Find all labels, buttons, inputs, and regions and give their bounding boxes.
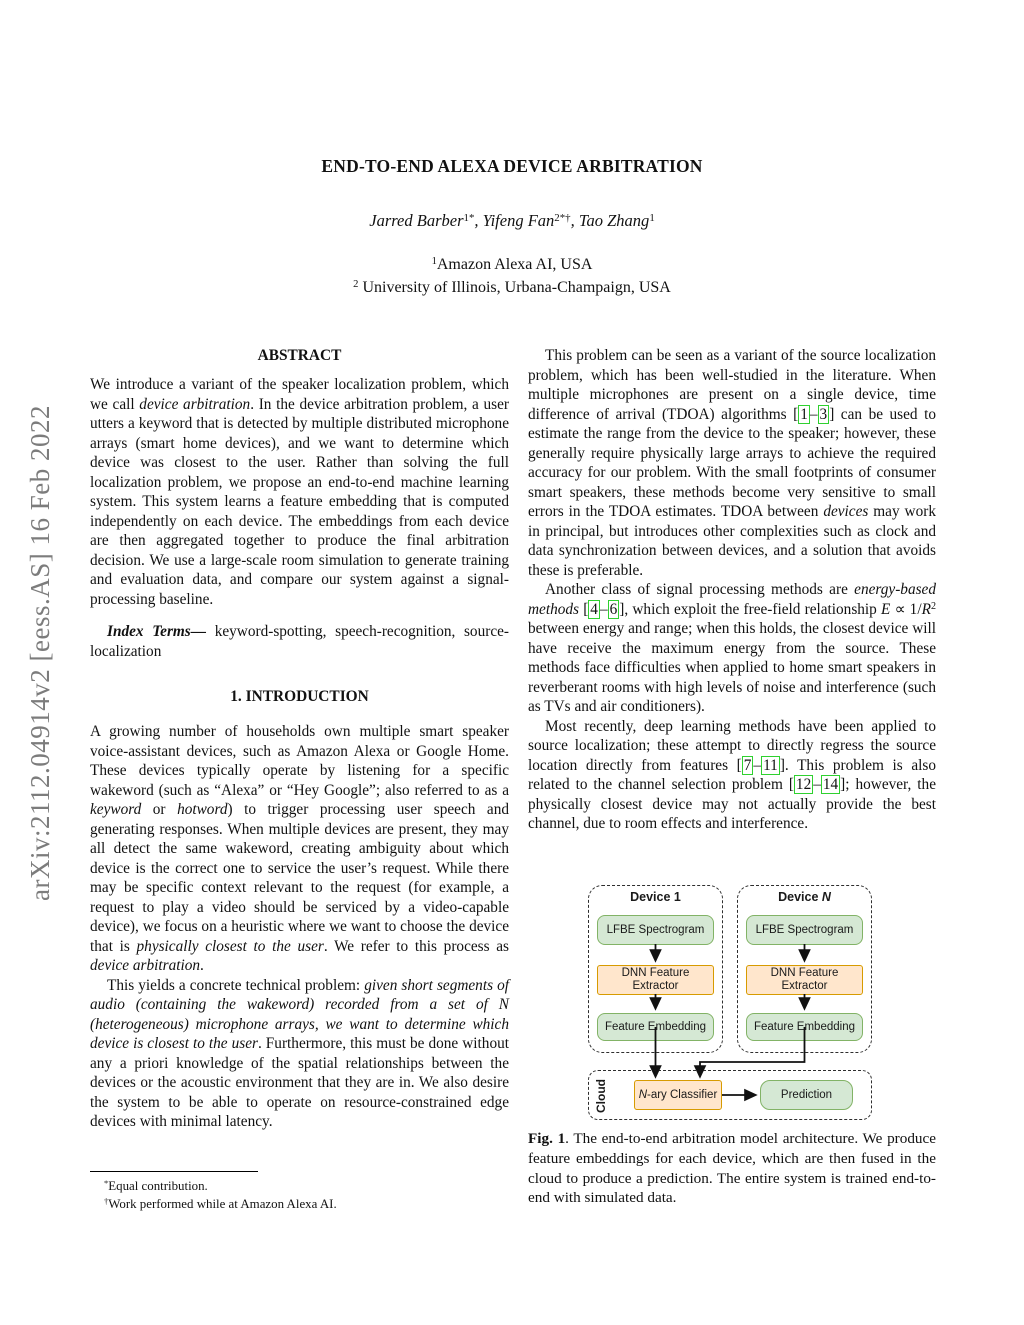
intro-paragraph-2 (90, 976, 509, 1132)
citation-link[interactable]: 3 (819, 405, 828, 423)
text-segment: Yifeng Fan (482, 211, 555, 230)
lfbe-spectrogram-box-n: LFBE Spectrogram (746, 915, 863, 945)
text-segment: 1 (649, 212, 655, 225)
text-segment: – (809, 405, 818, 423)
text-segment: physically closest to the user (136, 937, 324, 955)
text-segment: We introduce a variant of the speaker localization problem, which we call (90, 376, 509, 413)
text-segment: R (921, 600, 931, 618)
device-n-panel (737, 885, 872, 1053)
related-paragraph-1 (528, 346, 936, 580)
text-segment: Index Terms— (107, 623, 207, 640)
text-segment: University of Illinois, Urbana-Champaign, USA (358, 279, 671, 296)
text-segment: 2 (353, 279, 359, 291)
text-segment: . (200, 957, 204, 974)
text-segment: Fig. 1 (528, 1130, 566, 1147)
citation-link[interactable]: 11 (763, 756, 778, 774)
text-segment: Tao Zhang (578, 211, 650, 230)
text-segment: may work in principal, but introduces other complexities such as clock and data synchronization between devices, and a solution that avoids these is preferable. (528, 503, 936, 579)
text-segment: E (881, 600, 891, 618)
text-segment: A growing number of households own multiple smart speaker voice-assistant devices, such as Amazon Alexa or Google Home. These devices typically operate by listening for a specific wakeword (such as “Alexa” or “Hey Google”; also referred to as a (90, 723, 509, 799)
feature-embedding-box-1: Feature Embedding (597, 1013, 714, 1041)
text-segment: Device 1 (630, 890, 681, 904)
text-segment: , (474, 211, 483, 230)
affiliation-1 (0, 256, 1024, 274)
text-segment: ∝ 1/ (890, 600, 922, 618)
text-segment: ) to trigger processing user speech and generating responses. When multiple devices are present, they may all detect the same wakeword, creating ambiguity about which device is the correct one to service the user’s request. While there may be specific context relevant to the request (for example, a request to play a video should be serviced by a video-capable device), we focus on a heuristic where we want to choose the device that is (90, 801, 509, 955)
text-segment: – (813, 776, 821, 793)
device-1-panel (588, 885, 723, 1053)
dnn-feature-extractor-box-1: DNN Feature Extractor (597, 965, 714, 995)
citation-link[interactable]: 7 (743, 756, 752, 774)
text-segment: – (599, 600, 608, 618)
figure-1-architecture-diagram (588, 872, 873, 1122)
text-segment: Jarred Barber (369, 211, 464, 230)
device-1-title (589, 890, 722, 904)
text-segment: Equal contribution. (108, 1179, 208, 1193)
text-segment: ], which exploit the free-field relationship (619, 600, 882, 618)
text-segment: Most recently, deep learning methods have been applied to source localization; these attempt to directly regress the source location directly from features [ (528, 717, 936, 774)
text-segment: device arbitration (90, 957, 201, 974)
index-terms (90, 622, 509, 661)
text-segment: , (570, 211, 579, 230)
device-n-title (738, 890, 871, 904)
footnote-equal-contribution (90, 1178, 509, 1196)
intro-paragraph-1 (90, 722, 509, 976)
text-segment: keyword (90, 801, 142, 818)
citation-link[interactable]: 14 (822, 776, 839, 793)
text-segment: This problem can be seen as a variant of the source localization problem, which has been well-studied in the literature. When multiple microphones are present on a single device, time difference of arrival (TDOA) algorithms [ (528, 347, 936, 423)
abstract-heading: ABSTRACT (257, 347, 342, 364)
text-segment: Another class of signal processing methods are (545, 581, 855, 598)
related-paragraph-3 (528, 717, 936, 834)
text-segment: hotword (177, 801, 228, 818)
related-paragraph-2 (528, 580, 936, 717)
text-segment: -ary Classifier (647, 1088, 718, 1101)
text-segment: Amazon Alexa AI, USA (436, 256, 593, 273)
right-column (528, 346, 936, 834)
text-segment: ]; however, the physically closest device may not actually provide the best channel, due to room effects and interference. (528, 776, 936, 832)
text-segment: 1 (431, 256, 437, 268)
text-segment: ] can be used to estimate the range from the device to the speaker; however, these generally require physically large arrays to achieve the required accuracy for our problem. With the small footprints of consumer smart speakers, these methods become very sensitive to small errors in the TDOA estimates. TDOA between (528, 405, 937, 520)
text-segment: energy-based methods (528, 581, 936, 618)
text-segment: 2*† (554, 212, 571, 225)
introduction-heading: 1. INTRODUCTION (230, 688, 369, 705)
text-segment: N (638, 1088, 647, 1101)
citation-link[interactable]: 12 (795, 776, 812, 793)
text-segment: . We refer to this process as (323, 937, 509, 955)
footnote-work-performed (90, 1196, 509, 1214)
cloud-label: Cloud (594, 1079, 608, 1113)
left-column (90, 346, 509, 1132)
text-segment: ]. This problem is also related to the channel selection problem [ (528, 756, 936, 793)
dnn-feature-extractor-box-n: DNN Feature Extractor (746, 965, 863, 995)
text-segment: given short segments of audio (containing the wakeword) recorded from a set of N (heterogeneous) microphone arrays, we want to determine which device is closest to the user (90, 976, 510, 1052)
affiliation-2 (0, 279, 1024, 297)
text-segment: . In the device arbitration problem, a user utters a keyword that is detected by multiple distributed microphone arrays (smart home devices), and we want to determine which device was closest to the user. Rather than solving the full localization problem, we propose an end-to-end machine learning system. This system learns a feature embedding that is computed independently on each device. The embeddings from each device are then aggregated together to produce the final arbitration decision. We use a large-scale room simulation to generate training and evaluation data, and compare our system against a signal-processing baseline. (90, 395, 509, 608)
authors-line (0, 211, 1024, 231)
feature-embedding-box-n: Feature Embedding (746, 1013, 863, 1041)
citation-link[interactable]: 6 (609, 600, 618, 618)
arxiv-banner: arXiv:2112.04914v2 [eess.AS] 16 Feb 2022 (25, 405, 55, 901)
text-segment: . Furthermore, this must be done without any a priori knowledge of the spatial relationships between the devices or the acoustic environment that they are in. We also desire the system to be able to operate on resource-constrained edge devices with minimal latency. (90, 1035, 509, 1130)
citation-link[interactable]: 4 (590, 600, 598, 618)
lfbe-spectrogram-box-1: LFBE Spectrogram (597, 915, 714, 945)
text-segment: † (104, 1195, 109, 1206)
text-segment: 2 (930, 600, 936, 612)
text-segment: between energy and range; when this holds, the closest device will have receive the maximum energy from the source. These methods face difficulties when applied to home smart speakers in reverberant rooms with high levels of noise and interference (such as TVs and air conditioners). (528, 620, 936, 715)
text-segment: This yields a concrete technical problem: (107, 976, 365, 994)
text-segment: or (141, 801, 178, 818)
text-segment: keyword-spotting, speech-recognition, source-localization (90, 623, 509, 660)
text-segment: device arbitration (139, 395, 251, 413)
text-segment: 1* (463, 212, 475, 225)
nary-classifier-box (634, 1080, 722, 1110)
text-segment: [ (579, 600, 589, 618)
prediction-box: Prediction (760, 1080, 853, 1110)
text-segment: Device (778, 890, 822, 904)
text-segment: N (821, 890, 831, 904)
citation-link[interactable]: 1 (800, 405, 808, 423)
figure-caption (528, 1129, 936, 1208)
text-segment: Work performed while at Amazon Alexa AI. (108, 1196, 337, 1211)
footnote-rule (90, 1171, 258, 1172)
page-title: END-TO-END ALEXA DEVICE ARBITRATION (321, 156, 703, 176)
text-segment: . The end-to-end arbitration model architecture. We produce feature embeddings for each device, which are then fused in the cloud to produce a prediction. The entire system is trained end-to-end with simulated data. (528, 1130, 937, 1207)
footnotes (90, 1178, 509, 1213)
abstract-body (90, 375, 509, 609)
text-segment: – (753, 756, 762, 774)
text-segment: devices (823, 503, 869, 520)
text-segment: * (104, 1178, 109, 1189)
